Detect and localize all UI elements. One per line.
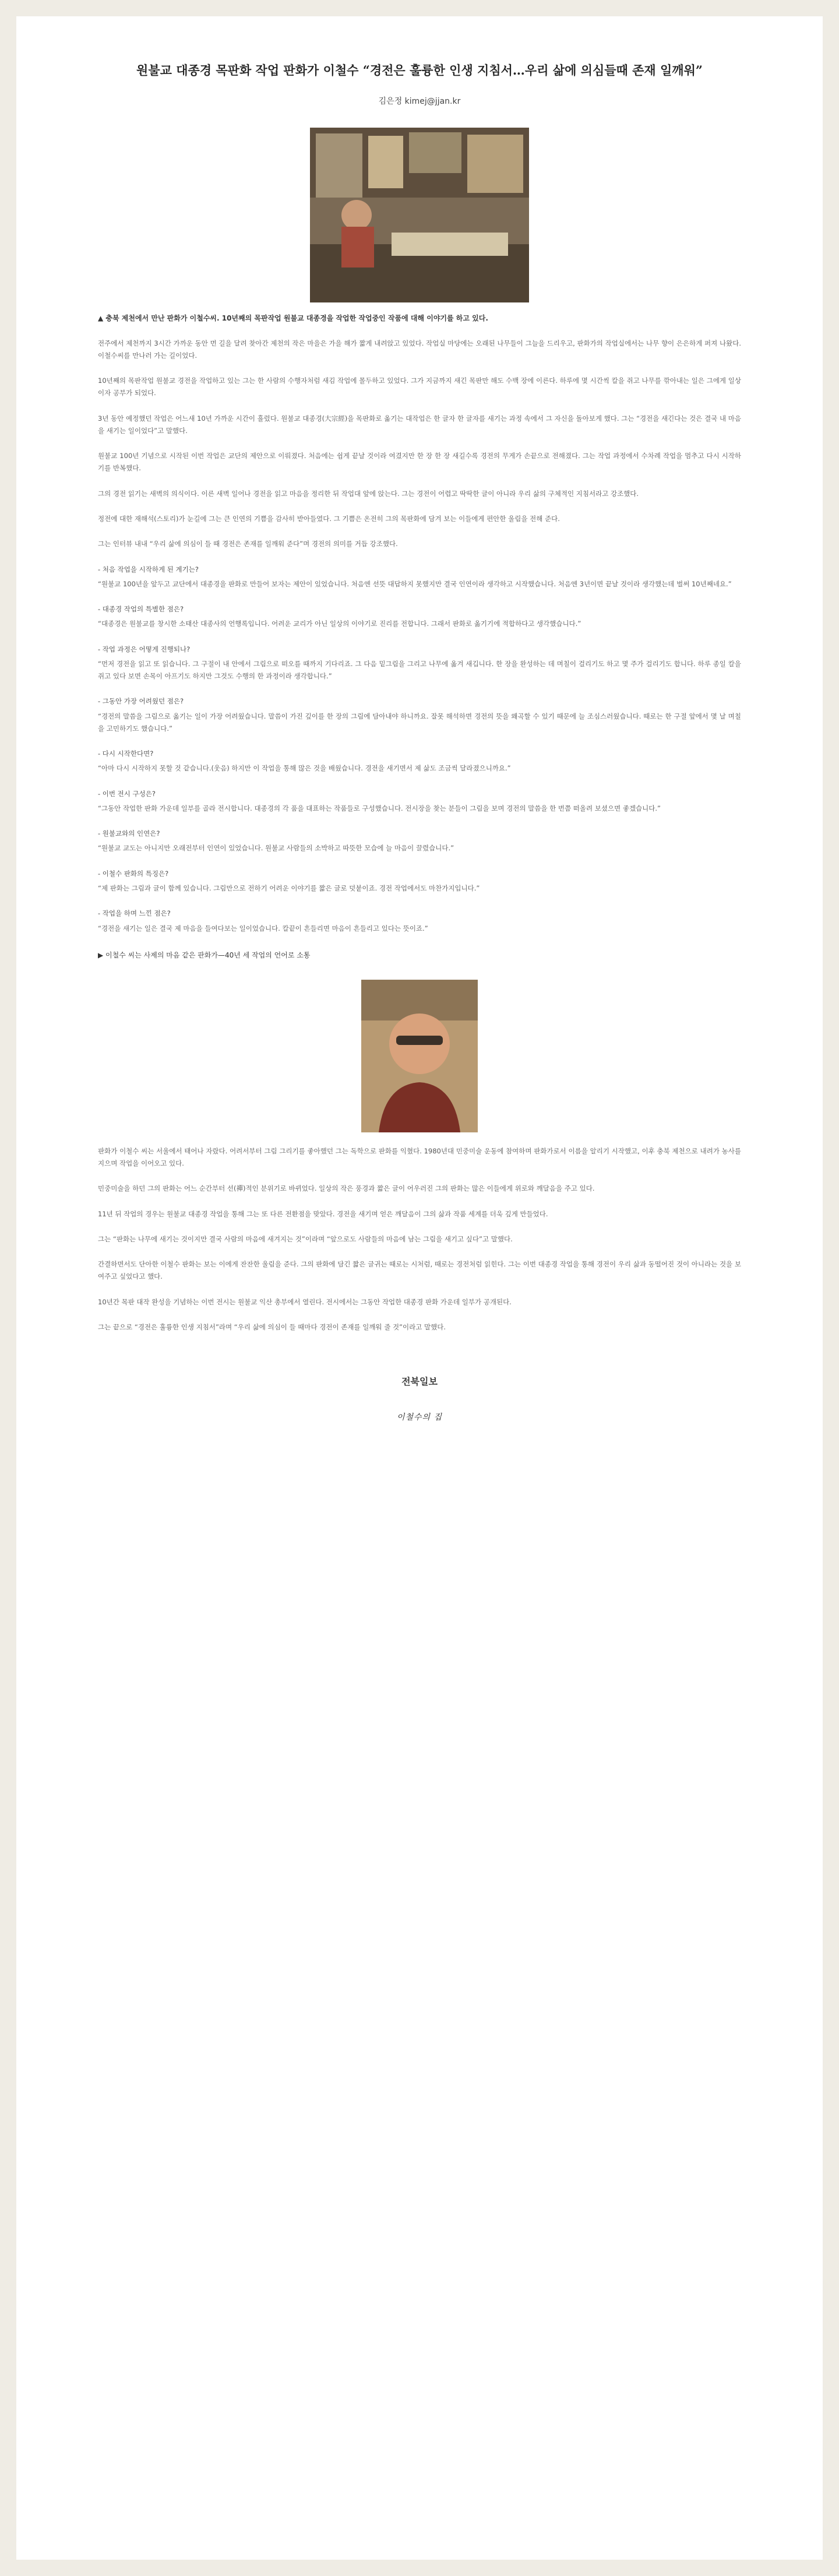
paragraph: 간결하면서도 단아한 이철수 판화는 보는 이에게 잔잔한 울림을 준다. 그의 판화에 담긴 짧은 글귀는 때로는 시처럼, 때로는 경전처럼 읽힌다. 그는 이번 대종경 작업을 통해 경전이 우리 삶과 동떨어진 것이 아니라는 것을 보여주고 싶었다고 했다.	[98, 1260, 741, 1281]
interview-question: - 처음 작업을 시작하게 된 계기는?	[98, 565, 199, 573]
interview-question: - 이철수 판화의 특징은?	[98, 869, 169, 878]
paragraph: 민중미술을 하던 그의 판화는 어느 순간부터 선(禪)적인 분위기로 바뀌었다. 일상의 작은 풍경과 짧은 글이 어우러진 그의 판화는 많은 이들에게 위로와 깨달음을 주고 있다.	[98, 1184, 595, 1193]
paragraph: 3년 동안 예정했던 작업은 어느새 10년 가까운 시간이 흘렀다. 원불교 대종경(大宗經)을 목판화로 옮기는 대작업은 한 글자 한 글자를 새기는 과정 속에서 그 자신을 돌아보게 했다. 그는 “경전을 새긴다는 것은 결국 내 마음을 새기는 일이었다”고 말했다.	[98, 414, 741, 435]
paragraph: 10년째의 목판작업 원불교 경전을 작업하고 있는 그는 한 사람의 수행자처럼 새김 작업에 몰두하고 있었다. 그가 지금까지 새긴 목판만 해도 수백 장에 이른다. 하루에 몇 시간씩 칼을 쥐고 나무를 깎아내는 일은 그에게 일상이자 공부가 되었다.	[98, 376, 741, 397]
interview-answer: “대종경은 원불교를 창시한 소태산 대종사의 언행록입니다. 어려운 교리가 아닌 일상의 이야기로 진리를 전합니다. 그래서 판화로 옮기기에 적합하다고 생각했습니다.”	[98, 620, 581, 628]
paragraph: 그는 끝으로 “경전은 훌륭한 인생 지침서”라며 “우리 삶에 의심이 들 때마다 경전이 존재를 일깨워 줄 것”이라고 말했다.	[98, 1322, 446, 1331]
interview-question: - 작업을 하며 느낀 점은?	[98, 909, 171, 918]
interview-question: - 이번 전시 구성은?	[98, 789, 156, 798]
interview-question: - 그동안 가장 어려웠던 점은?	[98, 697, 184, 706]
interview-answer: “제 판화는 그림과 글이 함께 있습니다. 그림만으로 전하기 어려운 이야기를 짧은 글로 덧붙이죠. 경전 작업에서도 마찬가지입니다.”	[98, 884, 480, 893]
article-closing	[98, 1145, 741, 1333]
interview-answer: “원불교 교도는 아니지만 오래전부터 인연이 있었습니다. 원불교 사람들의 소박하고 따뜻한 모습에 늘 마음이 끌렸습니다.”	[98, 844, 454, 853]
paragraph: 10년간 목판 대작 완성을 기념하는 이번 전시는 원불교 익산 총부에서 열린다. 전시에서는 그동안 작업한 대종경 판화 가운데 일부가 공개된다.	[98, 1297, 512, 1306]
article-byline: 김은정 kimej@jjan.kr	[378, 97, 461, 107]
paragraph: 원불교 100년 기념으로 시작된 이번 작업은 교단의 제안으로 이뤄졌다. 처음에는 쉽게 끝날 것이라 여겼지만 한 장 한 장 새길수록 경전의 무게가 손끝으로 전해졌다. 그는 작업 과정에서 수차례 작업을 멈추고 다시 시작하기를 반복했다.	[98, 452, 741, 473]
interview-question: - 작업 과정은 어떻게 진행되나?	[98, 645, 191, 653]
portrait-photo-graphic	[361, 980, 478, 1132]
interview-answer: “경전의 말씀을 그림으로 옮기는 일이 가장 어려웠습니다. 말씀이 가진 깊이를 한 장의 그림에 담아내야 하니까요. 잘못 해석하면 경전의 뜻을 왜곡할 수 있기 때문에 늘 조심스러웠습니다. 때로는 한 구절 앞에서 몇 날 며칠을 고민하기도 했습니다.”	[98, 712, 741, 733]
interview-question: - 원불교와의 인연은?	[98, 829, 160, 838]
workshop-photo-graphic	[310, 128, 529, 302]
paragraph: 판화가 이철수 씨는 서울에서 태어나 자랐다. 어려서부터 그림 그리기를 좋아했던 그는 독학으로 판화를 익혔다. 1980년대 민중미술 운동에 참여하며 판화가로서 이름을 알리기 시작했고, 이후 충북 제천으로 내려가 농사를 지으며 작업을 이어오고 있다.	[98, 1146, 741, 1168]
interview-answer: “그동안 작업한 판화 가운데 일부를 골라 전시합니다. 대종경의 각 품을 대표하는 작품들로 구성했습니다. 전시장을 찾는 분들이 그림을 보며 경전의 말씀을 한 번쯤 떠올려 보셨으면 좋겠습니다.”	[98, 804, 661, 812]
portrait-caption: ▶ 이철수 씨는 사제의 마음 같은 판화가—40년 세 작업의 언어로 소통	[98, 951, 311, 959]
paragraph: 11년 뒤 작업의 경우는 원불교 대종경 작업을 통해 그는 또 다른 전환점을 맞았다. 경전을 새기며 얻은 깨달음이 그의 삶과 작품 세계를 더욱 깊게 만들었다.	[98, 1209, 548, 1218]
paragraph: 그는 인터뷰 내내 “우리 삶에 의심이 들 때 경전은 존재를 일깨워 준다”며 경전의 의미를 거듭 강조했다.	[98, 540, 398, 548]
artist-portrait-photo	[361, 980, 478, 1132]
site-logo[interactable]	[98, 1411, 741, 1423]
artist-workshop-photo	[310, 128, 529, 302]
article-page	[16, 16, 823, 2560]
logo-text: 이철수의 집	[396, 1413, 443, 1423]
interview-question: - 다시 시작한다면?	[98, 749, 154, 758]
interview-answer: “아마 다시 시작하지 못할 것 같습니다.(웃음) 하지만 이 작업을 통해 많은 것을 배웠습니다. 경전을 새기면서 제 삶도 조금씩 달라졌으니까요.”	[98, 764, 511, 773]
photo-caption: ▲ 충북 제천에서 만난 판화가 이철수씨. 10년째의 목판작업 원불교 대종경을 작업한 작업중인 작품에 대해 이야기를 하고 있다.	[98, 314, 488, 323]
interview-question: - 대종경 작업의 특별한 점은?	[98, 605, 184, 614]
article-body	[98, 337, 741, 935]
interview-answer: “원불교 100년을 앞두고 교단에서 대종경을 판화로 만들어 보자는 제안이 있었습니다. 처음엔 선뜻 대답하지 못했지만 결국 인연이라 생각하고 시작했습니다. 처음엔 3년이면 끝날 것이라 생각했는데 벌써 10년째네요.”	[98, 579, 732, 588]
interview-answer: “경전을 새기는 일은 결국 제 마음을 들여다보는 일이었습니다. 칼끝이 흔들리면 마음이 흔들리고 있다는 뜻이죠.”	[98, 924, 428, 932]
paragraph: 정전에 대한 재해석(스토리)가 눈길에 그는 큰 인연의 기쁨을 감사히 받아들였다. 그 기쁨은 온전히 그의 목판화에 담겨 보는 이들에게 편안한 울림을 전해 준다.	[98, 514, 560, 523]
paragraph: 그는 “판화는 나무에 새기는 것이지만 결국 사람의 마음에 새겨지는 것”이라며 “앞으로도 사람들의 마음에 남는 그림을 새기고 싶다”고 말했다.	[98, 1234, 513, 1243]
news-source: 전북일보	[401, 1376, 438, 1388]
article-title: 원불교 대종경 목판화 작업 판화가 이철수 “경전은 훌륭한 인생 지침서…우리 삶에 의심들때 존재 일깨워”	[136, 63, 703, 78]
interview-answer: “먼저 경전을 읽고 또 읽습니다. 그 구절이 내 안에서 그림으로 떠오를 때까지 기다리죠. 그 다음 밑그림을 그리고 나무에 옮겨 새깁니다. 한 장을 완성하는 데 며칠이 걸리기도 하고 몇 주가 걸리기도 합니다. 하루 종일 칼을 쥐고 있다 보면 손목이 아프기도 하지만 그것도 수행의 한 과정이라 생각합니다.”	[98, 659, 741, 681]
paragraph: 그의 경전 읽기는 새벽의 의식이다. 이른 새벽 일어나 경전을 읽고 마음을 정리한 뒤 작업대 앞에 앉는다. 그는 경전이 어렵고 딱딱한 글이 아니라 우리 삶의 구체적인 지침서라고 강조했다.	[98, 489, 639, 498]
paragraph: 전주에서 제천까지 3시간 가까운 동안 먼 길을 달려 찾아간 제천의 작은 마을은 가을 해가 짧게 내려앉고 있었다. 작업실 마당에는 오래된 나무들이 그늘을 드리우고, 판화가의 작업실에서는 나무 향이 은은하게 퍼져 나왔다. 이철수씨를 만나러 가는 길이었다.	[98, 339, 741, 360]
